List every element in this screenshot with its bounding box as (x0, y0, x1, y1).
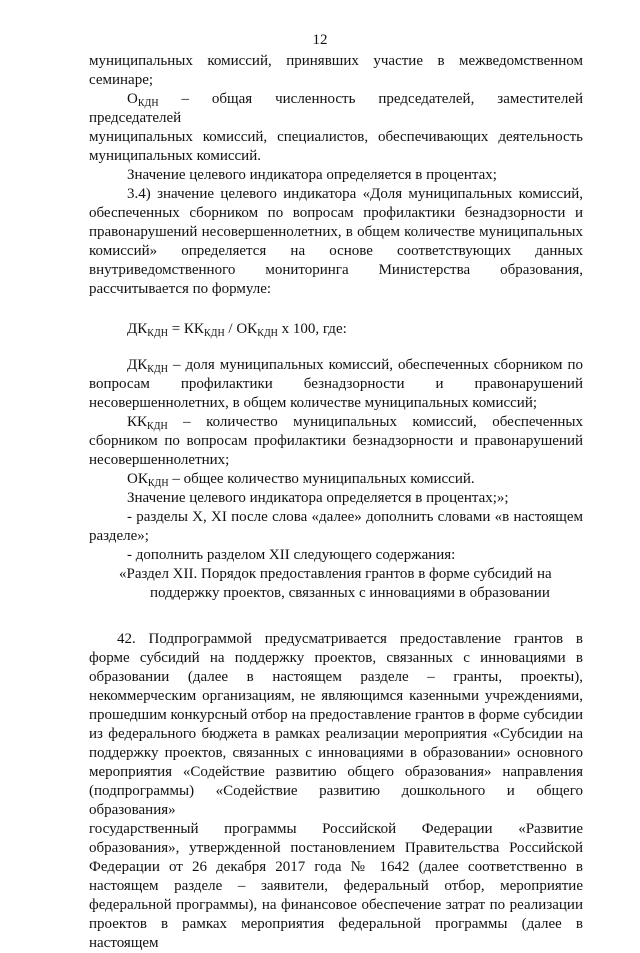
text-line: комиссий» определяется на основе соответствующих данных (89, 243, 583, 259)
text-line: сборником по вопросам профилактики безнадзорности и правонарушений (89, 433, 583, 449)
document-body (89, 52, 583, 953)
amendment-2: - дополнить разделом XII следующего содержания: (127, 547, 456, 563)
text-line: вопросам профилактики безнадзорности и правонарушений (89, 376, 583, 392)
spacer (89, 603, 583, 630)
text-line: настоящем разделе – заявители, федеральный отбор, мероприятие (89, 878, 583, 894)
text-line: муниципальных комиссий, специалистов, обеспечивающих деятельность (89, 129, 583, 145)
text-line: федеральной программы), на финансовое обеспечение затрат по реализации (89, 897, 583, 913)
text-line: мероприятия «Содействие развитию общего образования» направления (89, 764, 583, 780)
text-line: рассчитывается по формуле: (89, 281, 272, 297)
indicator-unit-note: Значение целевого индикатора определяется в процентах; (127, 167, 497, 183)
paragraph-42: 42. Подпрограммой предусматривается предоставление грантов в (117, 631, 583, 647)
text-line: внутриведомственного мониторинга Министерства образования, (89, 262, 583, 278)
section-heading-line-2: поддержку проектов, связанных с инновациями в образовании (150, 585, 550, 601)
kk-definition: $КК_{КДН}$ – количество муниципальных комиссий, обеспеченных (127, 414, 583, 432)
text-line: муниципальных комиссий. (89, 148, 261, 164)
text-line: несовершеннолетних; (89, 452, 230, 468)
section-heading: «Раздел XII. Порядок предоставления грантов в форме субсидий на (119, 566, 552, 582)
text-line: правонарушений несовершеннолетних, в общем количестве муниципальных (89, 224, 583, 240)
text-line: форме субсидий на поддержку проектов, связанных с инновациями в (89, 650, 583, 666)
text-line: некоммерческим организациям, не являющимся казенными учреждениями, (89, 688, 583, 704)
text-line: поддержку проектов, связанных с инновациями в образовании» основного (89, 745, 583, 761)
text-line: семинаре; (89, 72, 154, 88)
okdn-definition: $О_{КДН}$ – общая численность председателей, заместителей председателей (89, 91, 583, 126)
page-number: 12 (312, 32, 328, 48)
ok-definition: $ОК_{КДН}$ – общее количество муниципальных комиссий. (127, 471, 475, 489)
text-line: государственный программы Российской Федерации «Развитие (89, 821, 583, 837)
item-3-4: 3.4) значение целевого индикатора «Доля муниципальных комиссий, (127, 186, 583, 202)
text-line: обеспеченных сборником по вопросам профилактики безнадзорности и (89, 205, 583, 221)
amendment-1: - разделы X, XI после слова «далее» дополнить словами «в настоящем (127, 509, 583, 525)
text-line: проектов в рамках мероприятия федеральной программы (далее в настоящем (89, 916, 583, 951)
text-line: Федерации от 26 декабря 2017 года № 1642 (далее соответственно в (89, 859, 583, 875)
text-line: прошедшим конкурсный отбор на предоставление грантов в форме субсидии (89, 707, 583, 723)
text-line: несовершеннолетних, в общем количестве муниципальных комиссий; (89, 395, 538, 411)
text-line: (подпрограммы) «Содействие развитию дошкольного и общего образования» (89, 783, 583, 818)
text-line: образовании (далее в настоящем разделе – гранты, проекты), (89, 669, 583, 685)
formula: $ДК_{КДН} = КК_{КДН} / ОК_{КДН}$ х 100, где: (127, 321, 347, 339)
indicator-unit-note: Значение целевого индикатора определяется в процентах;»; (127, 490, 509, 506)
text-line: образования», утвержденной постановлением Правительства Российской (89, 840, 583, 856)
dk-definition: $ДК_{КДН}$ – доля муниципальных комиссий, обеспеченных сборником по (127, 357, 583, 375)
text-line: разделе»; (89, 528, 149, 544)
text-line: из федерального бюджета в рамках реализации мероприятия «Субсидии на (89, 726, 583, 742)
text-line: муниципальных комиссий, принявших участие в межведомственном (89, 53, 583, 69)
